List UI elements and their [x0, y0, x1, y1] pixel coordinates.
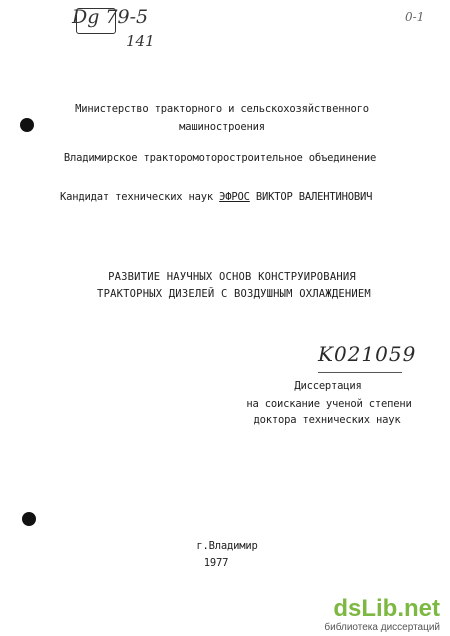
author-line	[60, 191, 372, 203]
watermark-subtitle: библиотека диссертаций	[324, 622, 440, 633]
author-degree: Кандидат технических наук	[60, 191, 214, 203]
corner-mark: 0-1	[405, 10, 425, 24]
author-surname: ЭФРОС	[219, 191, 250, 203]
watermark-logo[interactable]: dsLib.net	[333, 595, 440, 622]
punch-hole	[22, 512, 36, 526]
catalog-code-handwritten	[72, 6, 148, 28]
dissertation-label: Диссертация	[294, 380, 362, 392]
city: г.Владимир	[196, 540, 258, 552]
dissertation-title-line-2: ТРАКТОРНЫХ ДИЗЕЛЕЙ С ВОЗДУШНЫМ ОХЛАЖДЕНИЕМ	[97, 288, 371, 300]
degree-purpose-line-2: доктора технических наук	[253, 414, 401, 426]
dissertation-title-line-1: РАЗВИТИЕ НАУЧНЫХ ОСНОВ КОНСТРУИРОВАНИЯ	[108, 271, 356, 283]
inventory-underline	[318, 372, 402, 373]
punch-hole	[20, 118, 34, 132]
association-line: Владимирское тракторомоторостроительное объединение	[63, 152, 377, 164]
ministry-line-1: Министерство тракторного и сельскохозяйственного	[75, 103, 369, 115]
catalog-number-handwritten: 141	[126, 32, 155, 50]
watermark[interactable]	[324, 596, 440, 634]
inventory-number-handwritten: K021059	[318, 342, 417, 366]
degree-purpose-line-1: на соискание ученой степени	[246, 398, 412, 410]
year: 1977	[203, 557, 229, 569]
catalog-code: Dg 79-5	[72, 6, 149, 28]
ministry-line-2: машиностроения	[179, 121, 265, 133]
author-given-names: ВИКТОР ВАЛЕНТИНОВИЧ	[255, 191, 373, 203]
